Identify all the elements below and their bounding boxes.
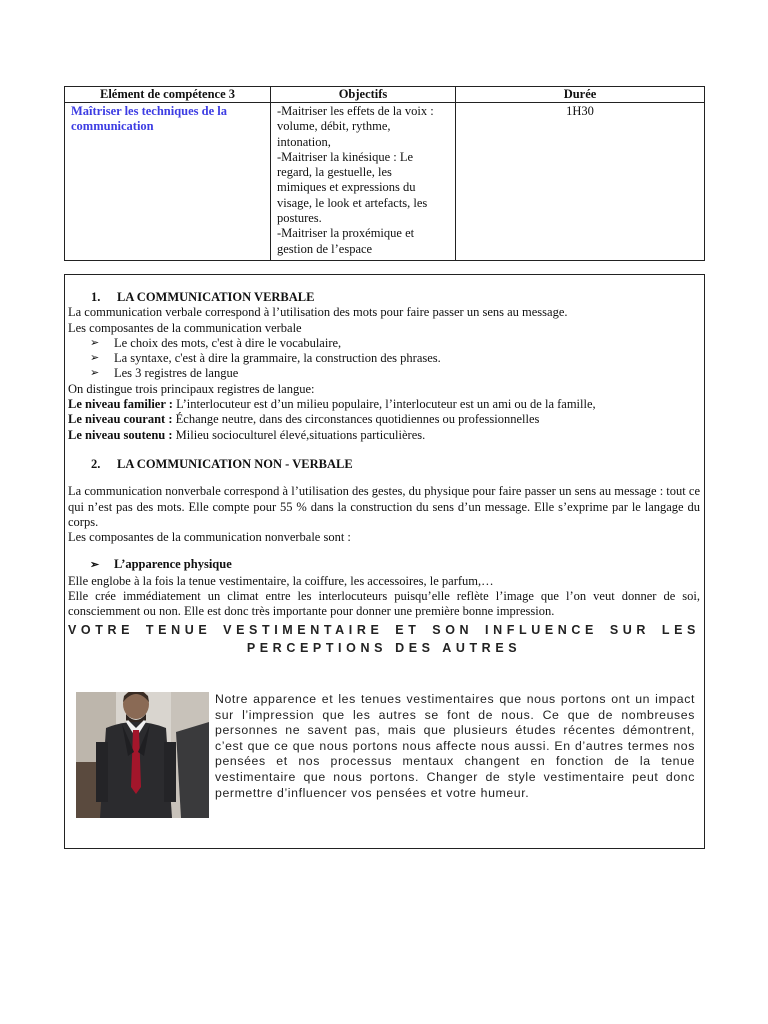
arrow-bullet-icon: ➢ — [90, 336, 100, 349]
side-paragraph: Notre apparence et les tenues vestimentaires que nous portons ont un impact sur l’impression que les autres se font de nous. Ce que de nombreuses personnes ne savent pas, mais que plusieurs études récentes démontrent, c’est que ce que nous portons nous affecte nous aussi. En d’autres termes nos pensées et nos processus mentaux changent en fonction de la tenue vestimentaire que nous portons. Changer de style vestimentaire peut donc permettre d’influencer vos pensées et votre humeur. — [215, 692, 695, 800]
register-familier — [68, 397, 700, 412]
arrow-bullet-icon: ➢ — [90, 559, 100, 572]
header-objectifs: Objectifs — [271, 87, 456, 103]
objectif-line: intonation, — [277, 134, 331, 149]
section-1-title: LA COMMUNICATION VERBALE — [117, 290, 315, 304]
register-soutenu — [68, 428, 700, 443]
section-1-intro: La communication verbale correspond à l’utilisation des mots pour faire passer un sens au message. — [68, 305, 568, 320]
register-text: L’interlocuteur est d’un milieu populaire, l’interlocuteur est un ami ou de la famille, — [172, 397, 596, 412]
appearance-text-2: Elle crée immédiatement un climat entre les interlocuteurs puisqu’elle reflète l’image que l’on veut donner de soi, consciemment ou non. Elle est donc très importante pour donner une première bonne impression. — [68, 589, 700, 619]
section-2-paragraph: La communication nonverbale correspond à l’utilisation des gestes, du physique pour faire passer un sens au message : tout ce qui n’est pas des mots. Elle compte pour 55 % dans la construction du sens d’un message. Elle s’exprime par le langage du corps. — [68, 484, 700, 529]
list-item — [90, 336, 700, 351]
subheading-text: L’apparence physique — [114, 557, 232, 572]
register-courant — [68, 412, 700, 427]
businessman-illustration — [76, 692, 209, 818]
list-item-text: Les 3 registres de langue — [114, 366, 239, 381]
header-competence: Elément de compétence 3 — [65, 87, 271, 103]
competence-line: Maîtriser les techniques de la — [71, 104, 227, 118]
cell-competence — [65, 103, 271, 261]
section-1-heading — [68, 290, 700, 305]
cell-objectifs — [271, 103, 456, 261]
section-1-components-label: Les composantes de la communication verbale — [68, 320, 302, 335]
table-header-row — [65, 87, 705, 103]
objectif-line: mimiques et expressions du — [277, 180, 416, 195]
section-1-bullets — [68, 336, 700, 382]
register-label: Le niveau familier : — [68, 397, 173, 412]
objectif-line: -Maitriser la kinésique : Le — [277, 149, 414, 164]
section-1-number: 1. — [91, 290, 101, 304]
register-text: Milieu socioculturel élevé,situations particulières. — [172, 427, 426, 442]
list-item-text: Le choix des mots, c'est à dire le vocabulaire, — [114, 335, 342, 350]
list-item — [90, 351, 700, 366]
subheading-apparence — [68, 557, 700, 573]
registers-intro: On distingue trois principaux registres de langue: — [68, 381, 315, 396]
section-banner — [68, 621, 700, 657]
appearance-text-1: Elle englobe à la fois la tenue vestimentaire, la coiffure, les accessoires, le parfum,… — [68, 573, 494, 588]
arrow-bullet-icon: ➢ — [90, 367, 100, 380]
objectif-line: volume, débit, rythme, — [277, 119, 391, 134]
register-label: Le niveau courant : — [68, 412, 173, 427]
cell-duree: 1H30 — [456, 103, 705, 261]
banner-line-2: PERCEPTIONS DES AUTRES — [246, 640, 522, 655]
section-2-number: 2. — [91, 456, 101, 471]
objectif-line: -Maitriser la proxémique et — [277, 226, 415, 241]
section-2-heading — [68, 457, 700, 472]
objectif-line: -Maitriser les effets de la voix : — [277, 104, 434, 118]
table-row — [65, 103, 705, 261]
businessman-photo — [76, 692, 209, 818]
objectif-line: gestion de l’espace — [277, 241, 373, 256]
objectif-line: postures. — [277, 211, 322, 226]
register-text: Échange neutre, dans des circonstances quotidiennes ou professionnelles — [172, 412, 540, 427]
banner-line-1: VOTRE TENUE VESTIMENTAIRE ET SON INFLUENCE SUR LES — [68, 622, 700, 637]
competence-line: communication — [71, 119, 154, 134]
list-item-text: La syntaxe, c'est à dire la grammaire, la construction des phrases. — [114, 351, 441, 366]
course-content-box — [64, 274, 705, 849]
list-item — [90, 366, 700, 381]
arrow-bullet-icon: ➢ — [90, 352, 100, 365]
section-2-title: LA COMMUNICATION NON - VERBALE — [117, 456, 353, 471]
objectif-line: visage, le look et artefacts, les — [277, 195, 428, 210]
register-label: Le niveau soutenu : — [68, 427, 173, 442]
content-body — [68, 290, 700, 657]
competence-table — [64, 86, 705, 261]
objectif-line: regard, la gestuelle, les — [277, 165, 392, 180]
section-2-components-label: Les composantes de la communication nonverbale sont : — [68, 530, 351, 545]
header-duree: Durée — [456, 87, 705, 103]
